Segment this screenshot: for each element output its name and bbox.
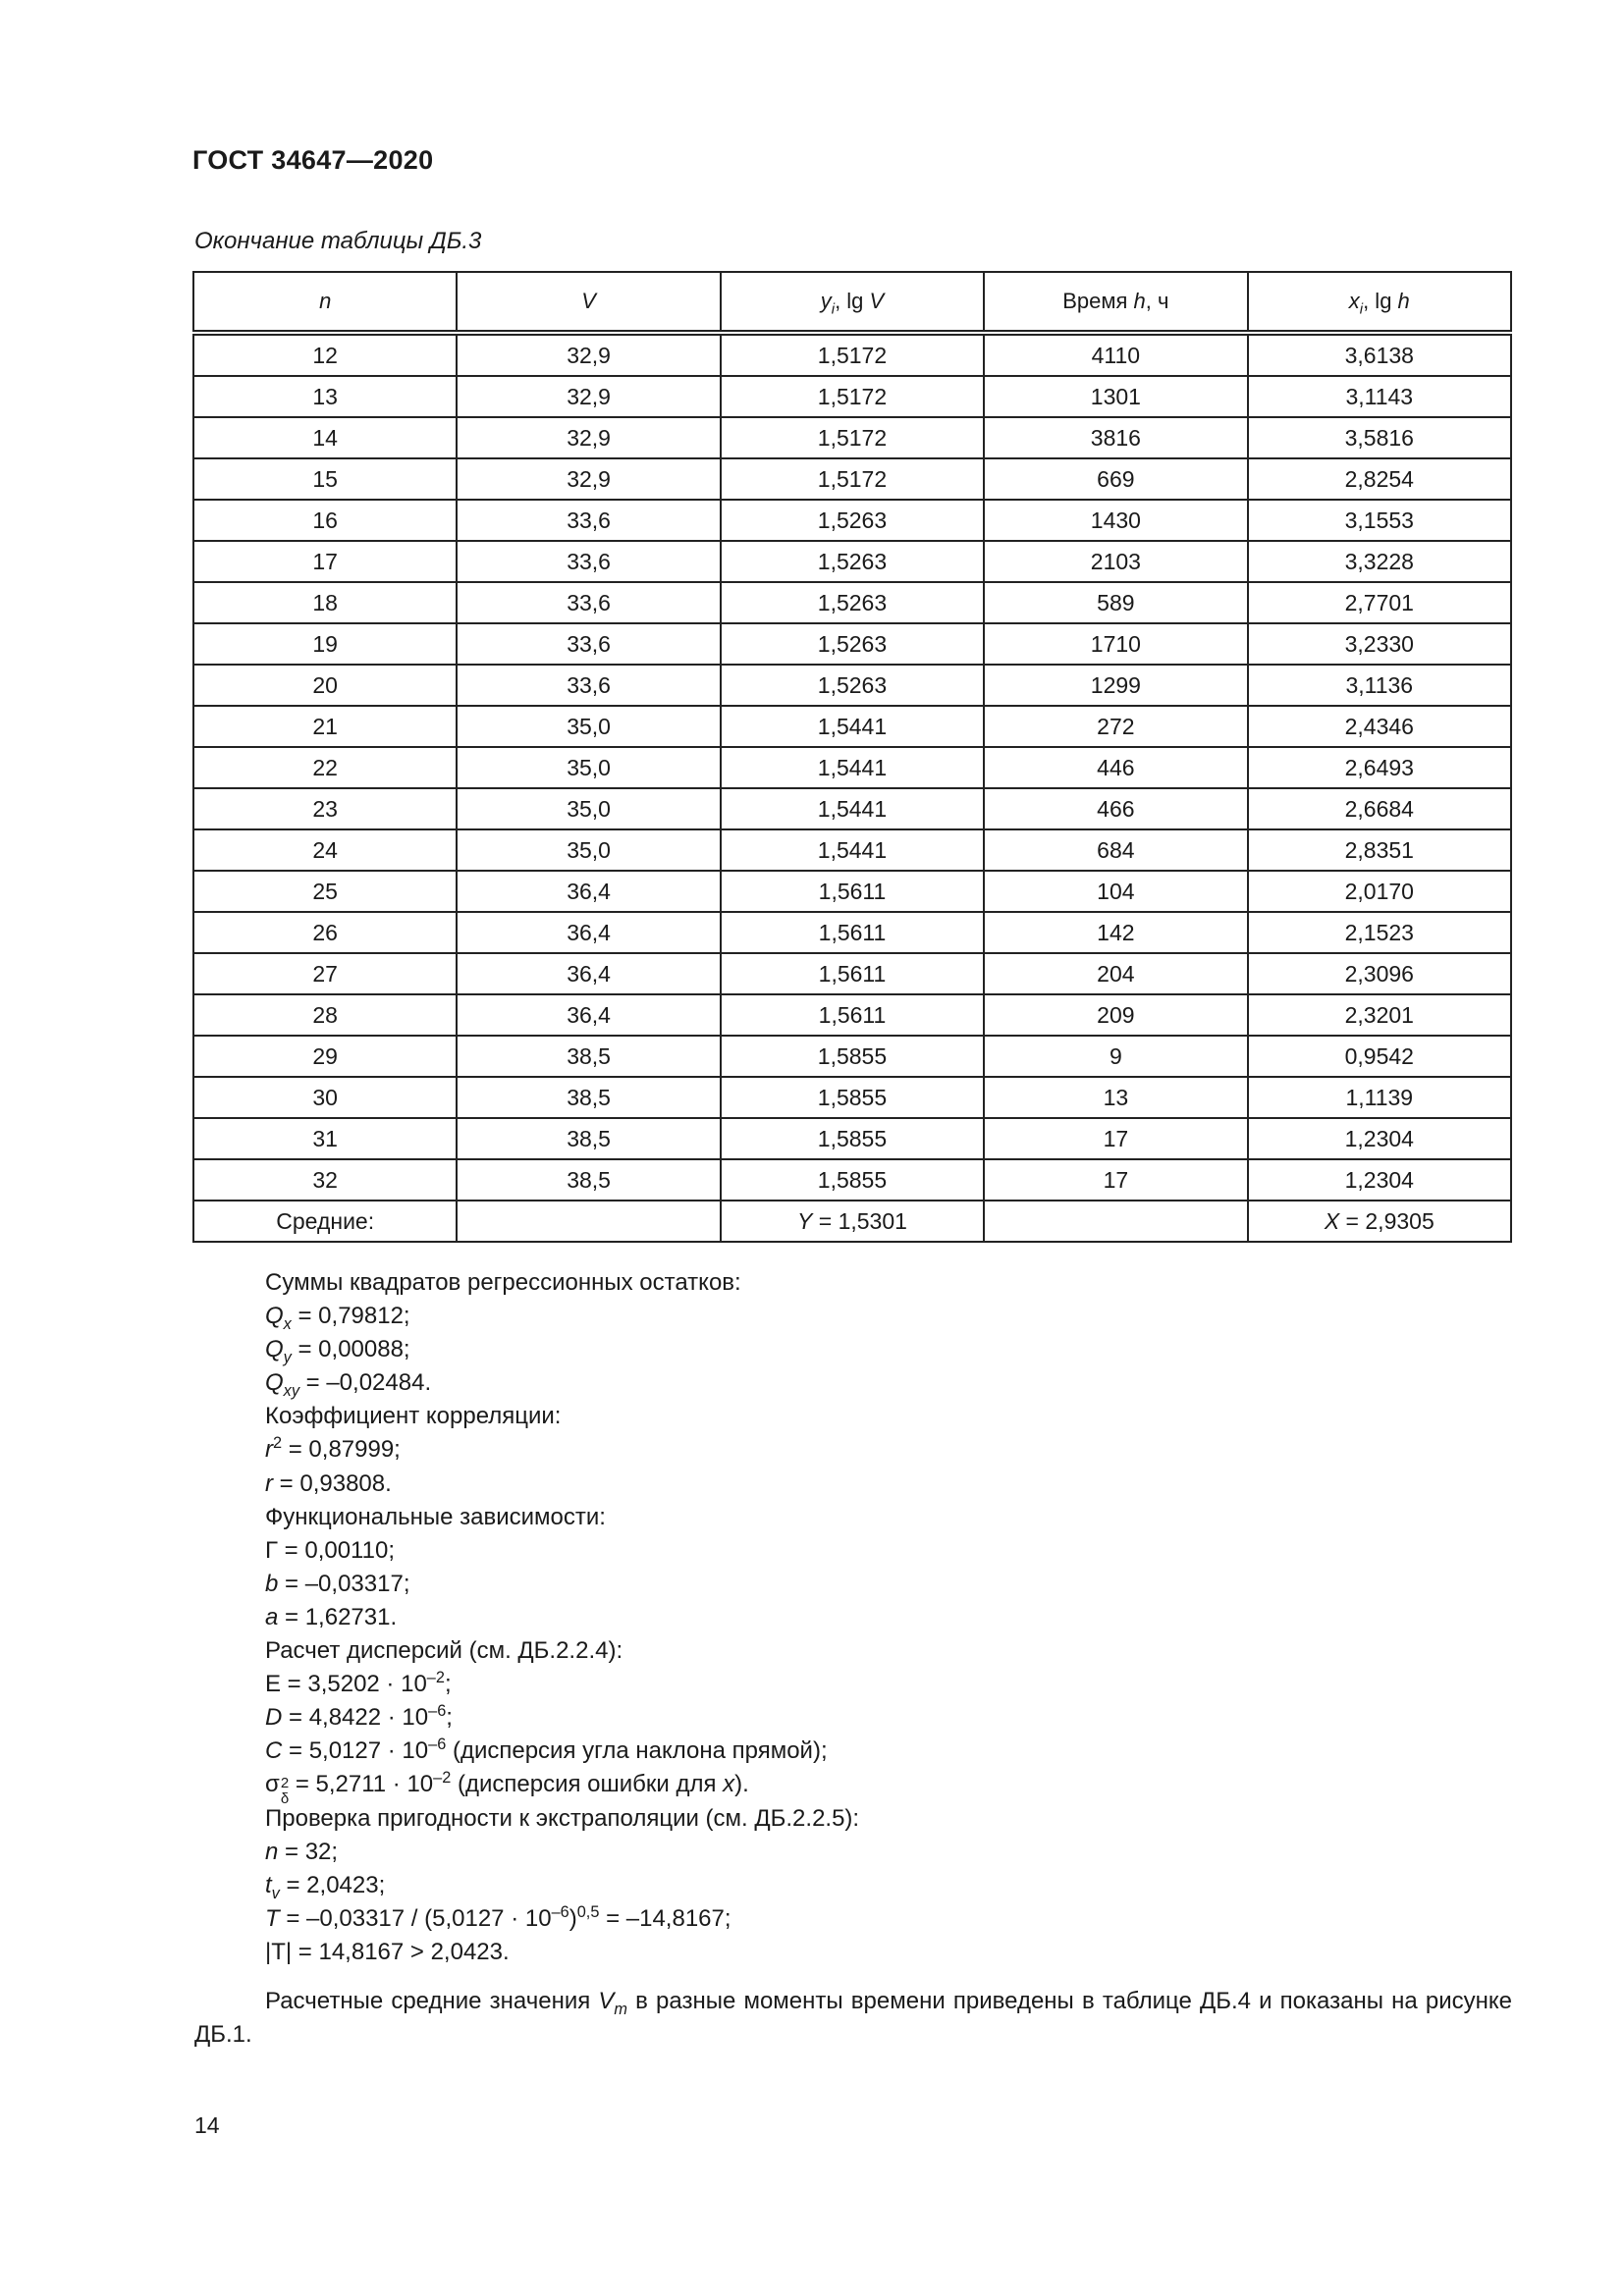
table-cell: 33,6	[457, 500, 720, 541]
table-cell: 4110	[984, 333, 1247, 376]
table-row	[193, 912, 1511, 953]
table-cell: 32,9	[457, 376, 720, 417]
table-cell: 1,5441	[721, 706, 984, 747]
table-cell: 9	[984, 1036, 1247, 1077]
table-cell: 23	[193, 788, 457, 829]
calculation-line: n = 32;	[265, 1838, 339, 1865]
table-cell: 14	[193, 417, 457, 458]
table-row	[193, 541, 1511, 582]
table-row	[193, 994, 1511, 1036]
table-cell: 1,5611	[721, 871, 984, 912]
table-cell: 2,8351	[1248, 829, 1511, 871]
table-cell: 1,5263	[721, 582, 984, 623]
table-cell: 3,3228	[1248, 541, 1511, 582]
table-cell: 29	[193, 1036, 457, 1077]
summary-y-mean: Y = 1,5301	[721, 1201, 984, 1242]
table-row	[193, 747, 1511, 788]
table-cell: 33,6	[457, 582, 720, 623]
table-cell: 21	[193, 706, 457, 747]
calculation-line: Функциональные зависимости:	[265, 1503, 606, 1530]
table-cell: 2103	[984, 541, 1247, 582]
table-cell: 1430	[984, 500, 1247, 541]
table-cell: 38,5	[457, 1118, 720, 1159]
table-row	[193, 333, 1511, 376]
calculation-line: Суммы квадратов регрессионных остатков:	[265, 1269, 741, 1296]
table-cell: 18	[193, 582, 457, 623]
table-cell: 33,6	[457, 665, 720, 706]
table-caption: Окончание таблицы ДБ.3	[194, 228, 482, 254]
table-row	[193, 665, 1511, 706]
data-table	[192, 271, 1512, 1243]
table-cell: 2,1523	[1248, 912, 1511, 953]
table-cell: 2,0170	[1248, 871, 1511, 912]
table-cell: 1301	[984, 376, 1247, 417]
table-cell: 204	[984, 953, 1247, 994]
table-cell: 27	[193, 953, 457, 994]
table-cell: 466	[984, 788, 1247, 829]
column-header: n	[193, 272, 457, 333]
table-cell: 15	[193, 458, 457, 500]
calculation-line: b = –0,03317;	[265, 1570, 410, 1597]
table-cell: 33,6	[457, 623, 720, 665]
table-cell: 1,5172	[721, 376, 984, 417]
table-row	[193, 1077, 1511, 1118]
table-row	[193, 953, 1511, 994]
table-row	[193, 582, 1511, 623]
table-row	[193, 376, 1511, 417]
summary-row	[193, 1201, 1511, 1242]
table-cell: 1,5263	[721, 665, 984, 706]
table-cell: 1,5611	[721, 953, 984, 994]
table-cell: 3,1553	[1248, 500, 1511, 541]
table-row	[193, 1159, 1511, 1201]
calculation-line: $E = 3,5202 \cdot 10^{-2}$;	[265, 1669, 452, 1698]
table-cell: 38,5	[457, 1159, 720, 1201]
table-cell: 32,9	[457, 417, 720, 458]
table-cell: 1,2304	[1248, 1159, 1511, 1201]
table-cell: 669	[984, 458, 1247, 500]
table-row	[193, 1118, 1511, 1159]
table-cell: 2,8254	[1248, 458, 1511, 500]
table-cell: 1,5611	[721, 994, 984, 1036]
table-body	[193, 333, 1511, 1242]
calculation-line: Г = 0,00110;	[265, 1536, 395, 1564]
calculation-line: $r^2 = 0,87999$;	[265, 1434, 401, 1464]
column-header: V	[457, 272, 720, 333]
table-cell: 1,5611	[721, 912, 984, 953]
calculation-block	[265, 1266, 859, 1969]
table-cell: 104	[984, 871, 1247, 912]
table-cell: 35,0	[457, 829, 720, 871]
table-cell: 3,1136	[1248, 665, 1511, 706]
calculation-line: Расчет дисперсий (см. ДБ.2.2.4):	[265, 1637, 623, 1665]
table-cell: 3,2330	[1248, 623, 1511, 665]
table-cell: 2,6493	[1248, 747, 1511, 788]
table-cell: 17	[984, 1118, 1247, 1159]
calculation-line: $Q_y = 0,00088$;	[265, 1336, 410, 1366]
table-cell: 35,0	[457, 788, 720, 829]
column-header: $y_i$, lg V	[721, 272, 984, 333]
table-cell: 38,5	[457, 1036, 720, 1077]
table-cell: 30	[193, 1077, 457, 1118]
table-cell: 13	[984, 1077, 1247, 1118]
calculation-line: r = 0,93808.	[265, 1469, 392, 1497]
table-cell: 26	[193, 912, 457, 953]
calculation-line: $C = 5,0127 \cdot 10^{-6}$ (дисперсия угла наклона прямой);	[265, 1735, 828, 1765]
table-cell: 28	[193, 994, 457, 1036]
table-cell: 1299	[984, 665, 1247, 706]
table-cell: 36,4	[457, 994, 720, 1036]
table-row	[193, 500, 1511, 541]
table-cell: 0,9542	[1248, 1036, 1511, 1077]
calculation-line: |T| = 14,8167 > 2,0423.	[265, 1938, 510, 1965]
table-cell: 1,5855	[721, 1077, 984, 1118]
table-row	[193, 829, 1511, 871]
table-cell: 2,3201	[1248, 994, 1511, 1036]
table-cell: 1,2304	[1248, 1118, 1511, 1159]
table-cell: 1,5263	[721, 623, 984, 665]
calculation-line: σ 2 δ = $5,2711 \cdot 10^{-2}$ (дисперсия ошибки для x).	[265, 1769, 749, 1808]
table-cell: 13	[193, 376, 457, 417]
table-cell: 24	[193, 829, 457, 871]
table-cell: 3,6138	[1248, 333, 1511, 376]
table-row	[193, 706, 1511, 747]
calculation-line: $t_v = 2,0423$;	[265, 1871, 386, 1902]
calculation-line: Проверка пригодности к экстраполяции (см. ДБ.2.2.5):	[265, 1804, 860, 1832]
column-header: Время h, ч	[984, 272, 1247, 333]
table-cell: 33,6	[457, 541, 720, 582]
table-cell: 2,6684	[1248, 788, 1511, 829]
summary-x-mean: X = 2,9305	[1248, 1201, 1511, 1242]
table-cell: 17	[193, 541, 457, 582]
table-cell: 3,1143	[1248, 376, 1511, 417]
table-cell: 1,5263	[721, 541, 984, 582]
table-cell: 589	[984, 582, 1247, 623]
table-cell: 1710	[984, 623, 1247, 665]
table-cell: 3,5816	[1248, 417, 1511, 458]
table-cell: 32,9	[457, 333, 720, 376]
table-row	[193, 458, 1511, 500]
table-cell: 32,9	[457, 458, 720, 500]
table-cell: 1,5855	[721, 1118, 984, 1159]
table-cell: 3816	[984, 417, 1247, 458]
table-cell: 38,5	[457, 1077, 720, 1118]
table-cell: 32	[193, 1159, 457, 1201]
table-cell: 684	[984, 829, 1247, 871]
closing-paragraph: Расчетные средние значения $V_m$ в разные моменты времени приведены в таблице ДБ.4 и показаны на рисунке ДБ.1.	[194, 1988, 1512, 2048]
calculation-line: a = 1,62731.	[265, 1603, 398, 1630]
table-cell: 19	[193, 623, 457, 665]
table-cell: 142	[984, 912, 1247, 953]
table-cell: 31	[193, 1118, 457, 1159]
table-cell: 17	[984, 1159, 1247, 1201]
table-row	[193, 623, 1511, 665]
table-cell: 272	[984, 706, 1247, 747]
table-cell: 35,0	[457, 706, 720, 747]
table-cell: 2,4346	[1248, 706, 1511, 747]
column-header: $x_i$, lg h	[1248, 272, 1511, 333]
table-cell: 12	[193, 333, 457, 376]
calculation-line: $Q_{xy} = -0,02484$.	[265, 1369, 432, 1401]
table-cell: 1,5172	[721, 458, 984, 500]
table-cell: 36,4	[457, 912, 720, 953]
table-cell: 1,5263	[721, 500, 984, 541]
table-cell: 1,5855	[721, 1159, 984, 1201]
summary-label: Средние:	[193, 1201, 457, 1242]
table-cell: 36,4	[457, 953, 720, 994]
table-cell: 20	[193, 665, 457, 706]
table-row	[193, 871, 1511, 912]
calculation-line: $Q_x = 0,79812$;	[265, 1303, 410, 1333]
table-cell: 22	[193, 747, 457, 788]
table-cell: 209	[984, 994, 1247, 1036]
table-cell: 36,4	[457, 871, 720, 912]
table-header-row	[193, 272, 1511, 333]
table-cell: 16	[193, 500, 457, 541]
table-cell: 446	[984, 747, 1247, 788]
table-cell: 1,5855	[721, 1036, 984, 1077]
table-cell: 35,0	[457, 747, 720, 788]
summary-empty-cell	[457, 1201, 720, 1242]
table-cell: 2,3096	[1248, 953, 1511, 994]
table-cell: 1,5441	[721, 788, 984, 829]
table-cell: 1,5441	[721, 747, 984, 788]
summary-empty-cell	[984, 1201, 1247, 1242]
table-cell: 1,1139	[1248, 1077, 1511, 1118]
table-row	[193, 788, 1511, 829]
table-row	[193, 417, 1511, 458]
table-cell: 1,5172	[721, 333, 984, 376]
table-cell: 2,7701	[1248, 582, 1511, 623]
table-cell: 1,5172	[721, 417, 984, 458]
document-header: ГОСТ 34647—2020	[192, 145, 434, 175]
table-cell: 25	[193, 871, 457, 912]
page-number: 14	[194, 2112, 220, 2138]
calculation-line: Коэффициент корреляции:	[265, 1403, 562, 1430]
table-row	[193, 1036, 1511, 1077]
calculation-line: $T = -0,03317 / (5,0127 \cdot 10^{-6})^{0,5} = -14,8167$;	[265, 1902, 731, 1932]
calculation-line: $D = 4,8422 \cdot 10^{-6}$;	[265, 1702, 453, 1732]
table-cell: 1,5441	[721, 829, 984, 871]
